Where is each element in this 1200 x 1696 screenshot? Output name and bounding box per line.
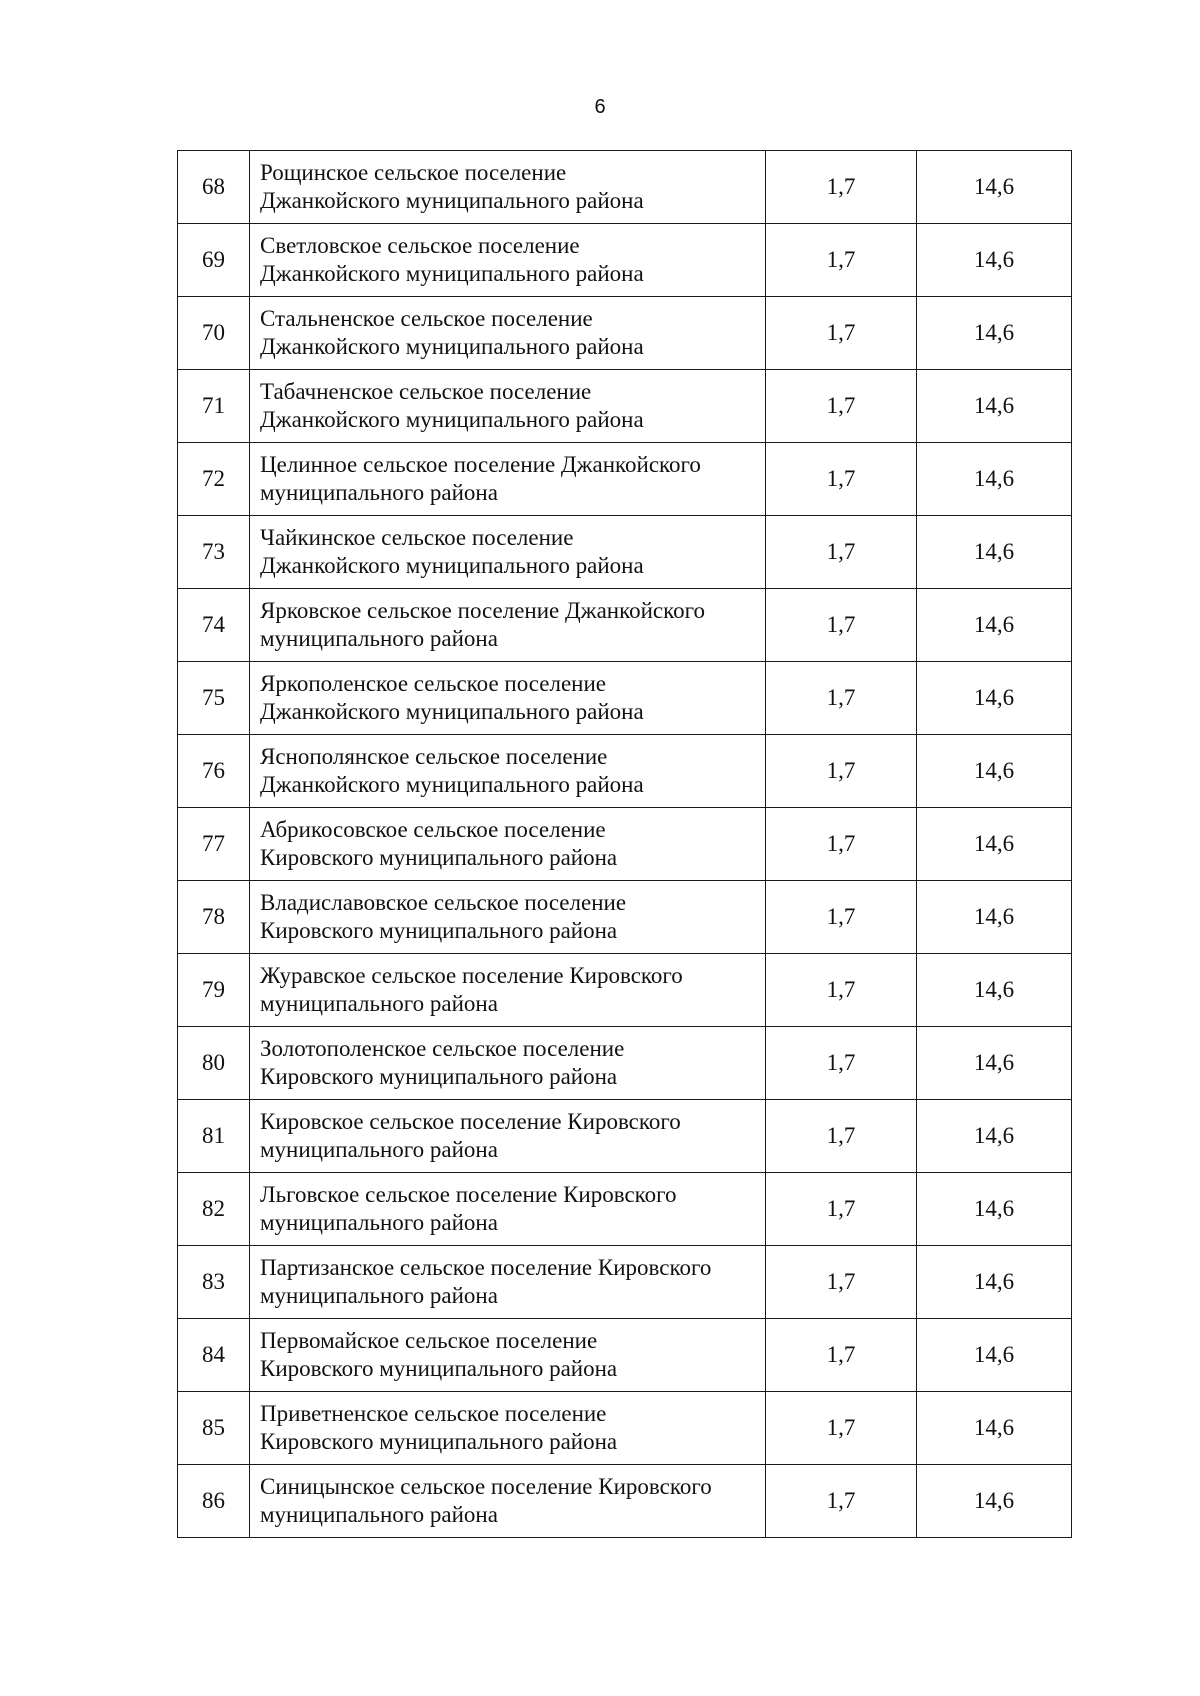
settlement-name xyxy=(250,1392,766,1465)
table-body xyxy=(178,151,1072,1538)
value-1: 1,7 xyxy=(766,1319,917,1392)
settlement-name xyxy=(250,808,766,881)
row-number: 85 xyxy=(178,1392,250,1465)
table-row xyxy=(178,151,1072,224)
settlement-name-line: Кировское сельское поселение Кировского xyxy=(260,1109,681,1134)
settlement-name-line: Синицынское сельское поселение Кировского xyxy=(260,1474,712,1499)
row-number: 75 xyxy=(178,662,250,735)
settlement-name xyxy=(250,735,766,808)
settlement-name-line: Яснополянское сельское поселение xyxy=(260,744,608,769)
value-2: 14,6 xyxy=(917,1465,1072,1538)
settlement-name-line: Джанкойского муниципального района xyxy=(260,334,644,359)
row-number: 79 xyxy=(178,954,250,1027)
value-2: 14,6 xyxy=(917,735,1072,808)
table-row xyxy=(178,1465,1072,1538)
settlement-name xyxy=(250,1246,766,1319)
value-2: 14,6 xyxy=(917,151,1072,224)
value-2: 14,6 xyxy=(917,1246,1072,1319)
table-row xyxy=(178,589,1072,662)
value-1: 1,7 xyxy=(766,1173,917,1246)
settlement-name-line: Табачненское сельское поселение xyxy=(260,379,592,404)
value-1: 1,7 xyxy=(766,370,917,443)
settlement-name xyxy=(250,297,766,370)
table-row xyxy=(178,735,1072,808)
settlement-name-line: Рощинское сельское поселение xyxy=(260,160,567,185)
row-number: 77 xyxy=(178,808,250,881)
settlement-name-line: Золотополенское сельское поселение xyxy=(260,1036,625,1061)
value-1: 1,7 xyxy=(766,1246,917,1319)
table-row xyxy=(178,1173,1072,1246)
settlement-name-line: Льговское сельское поселение Кировского xyxy=(260,1182,677,1207)
settlement-name xyxy=(250,1027,766,1100)
settlement-name-line: Стальненское сельское поселение xyxy=(260,306,593,331)
value-2: 14,6 xyxy=(917,1392,1072,1465)
settlement-name-line: муниципального района xyxy=(260,991,498,1016)
settlement-name-line: Партизанское сельское поселение Кировского xyxy=(260,1255,712,1280)
settlement-name-line: Джанкойского муниципального района xyxy=(260,772,644,797)
settlement-name-line: Владиславовское сельское поселение xyxy=(260,890,627,915)
settlement-name-line: Кировского муниципального района xyxy=(260,1064,618,1089)
settlement-name-line: Кировского муниципального района xyxy=(260,918,618,943)
row-number: 72 xyxy=(178,443,250,516)
settlement-name xyxy=(250,370,766,443)
value-2: 14,6 xyxy=(917,224,1072,297)
table-row xyxy=(178,224,1072,297)
value-1: 1,7 xyxy=(766,516,917,589)
table-row xyxy=(178,954,1072,1027)
value-2: 14,6 xyxy=(917,443,1072,516)
row-number: 69 xyxy=(178,224,250,297)
settlement-name xyxy=(250,1100,766,1173)
row-number: 76 xyxy=(178,735,250,808)
value-1: 1,7 xyxy=(766,443,917,516)
settlement-name-line: Кировского муниципального района xyxy=(260,1356,618,1381)
settlement-name xyxy=(250,151,766,224)
settlement-name-line: Приветненское сельское поселение xyxy=(260,1401,607,1426)
settlement-name-line: Джанкойского муниципального района xyxy=(260,188,644,213)
row-number: 81 xyxy=(178,1100,250,1173)
value-1: 1,7 xyxy=(766,1465,917,1538)
settlement-name xyxy=(250,954,766,1027)
value-1: 1,7 xyxy=(766,224,917,297)
value-2: 14,6 xyxy=(917,370,1072,443)
settlement-name-line: муниципального района xyxy=(260,1502,498,1527)
settlement-name-line: Джанкойского муниципального района xyxy=(260,699,644,724)
value-1: 1,7 xyxy=(766,662,917,735)
row-number: 74 xyxy=(178,589,250,662)
value-1: 1,7 xyxy=(766,1027,917,1100)
table-row xyxy=(178,662,1072,735)
table-row xyxy=(178,516,1072,589)
table-row xyxy=(178,297,1072,370)
table-row xyxy=(178,1392,1072,1465)
row-number: 84 xyxy=(178,1319,250,1392)
settlement-name-line: муниципального района xyxy=(260,480,498,505)
value-2: 14,6 xyxy=(917,297,1072,370)
settlement-name xyxy=(250,662,766,735)
value-1: 1,7 xyxy=(766,1100,917,1173)
settlement-name-line: Ярковское сельское поселение Джанкойского xyxy=(260,598,705,623)
value-2: 14,6 xyxy=(917,808,1072,881)
value-1: 1,7 xyxy=(766,954,917,1027)
settlement-name-line: Первомайское сельское поселение xyxy=(260,1328,598,1353)
settlement-name-line: Джанкойского муниципального района xyxy=(260,261,644,286)
value-2: 14,6 xyxy=(917,881,1072,954)
table-row xyxy=(178,1319,1072,1392)
table-row xyxy=(178,808,1072,881)
row-number: 68 xyxy=(178,151,250,224)
table-row xyxy=(178,1027,1072,1100)
value-2: 14,6 xyxy=(917,1173,1072,1246)
row-number: 83 xyxy=(178,1246,250,1319)
settlement-name-line: Абрикосовское сельское поселение xyxy=(260,817,606,842)
row-number: 86 xyxy=(178,1465,250,1538)
settlement-name xyxy=(250,1319,766,1392)
settlement-name-line: муниципального района xyxy=(260,1283,498,1308)
value-1: 1,7 xyxy=(766,151,917,224)
settlement-name-line: Чайкинское сельское поселение xyxy=(260,525,574,550)
row-number: 78 xyxy=(178,881,250,954)
row-number: 82 xyxy=(178,1173,250,1246)
value-1: 1,7 xyxy=(766,589,917,662)
value-2: 14,6 xyxy=(917,1100,1072,1173)
settlement-name-line: муниципального района xyxy=(260,1210,498,1235)
value-2: 14,6 xyxy=(917,1319,1072,1392)
settlement-name-line: Светловское сельское поселение xyxy=(260,233,580,258)
value-1: 1,7 xyxy=(766,808,917,881)
settlements-table xyxy=(177,150,1072,1538)
value-2: 14,6 xyxy=(917,954,1072,1027)
settlement-name xyxy=(250,1465,766,1538)
settlement-name-line: Джанкойского муниципального района xyxy=(260,553,644,578)
table-row xyxy=(178,881,1072,954)
settlement-name-line: муниципального района xyxy=(260,626,498,651)
settlement-name xyxy=(250,589,766,662)
row-number: 80 xyxy=(178,1027,250,1100)
value-2: 14,6 xyxy=(917,589,1072,662)
value-2: 14,6 xyxy=(917,516,1072,589)
settlement-name xyxy=(250,881,766,954)
table-row xyxy=(178,443,1072,516)
settlement-name-line: Целинное сельское поселение Джанкойского xyxy=(260,452,701,477)
table-row xyxy=(178,370,1072,443)
settlement-name-line: Яркополенское сельское поселение xyxy=(260,671,607,696)
table-row xyxy=(178,1100,1072,1173)
value-1: 1,7 xyxy=(766,881,917,954)
page-number: 6 xyxy=(594,96,606,118)
value-2: 14,6 xyxy=(917,662,1072,735)
row-number: 73 xyxy=(178,516,250,589)
value-1: 1,7 xyxy=(766,735,917,808)
table-row xyxy=(178,1246,1072,1319)
settlement-name-line: Журавское сельское поселение Кировского xyxy=(260,963,683,988)
settlement-name xyxy=(250,443,766,516)
row-number: 71 xyxy=(178,370,250,443)
settlement-name xyxy=(250,1173,766,1246)
settlement-name-line: Джанкойского муниципального района xyxy=(260,407,644,432)
value-2: 14,6 xyxy=(917,1027,1072,1100)
row-number: 70 xyxy=(178,297,250,370)
settlement-name-line: Кировского муниципального района xyxy=(260,1429,618,1454)
value-1: 1,7 xyxy=(766,1392,917,1465)
settlement-name-line: муниципального района xyxy=(260,1137,498,1162)
value-1: 1,7 xyxy=(766,297,917,370)
settlement-name-line: Кировского муниципального района xyxy=(260,845,618,870)
settlement-name xyxy=(250,516,766,589)
settlement-name xyxy=(250,224,766,297)
